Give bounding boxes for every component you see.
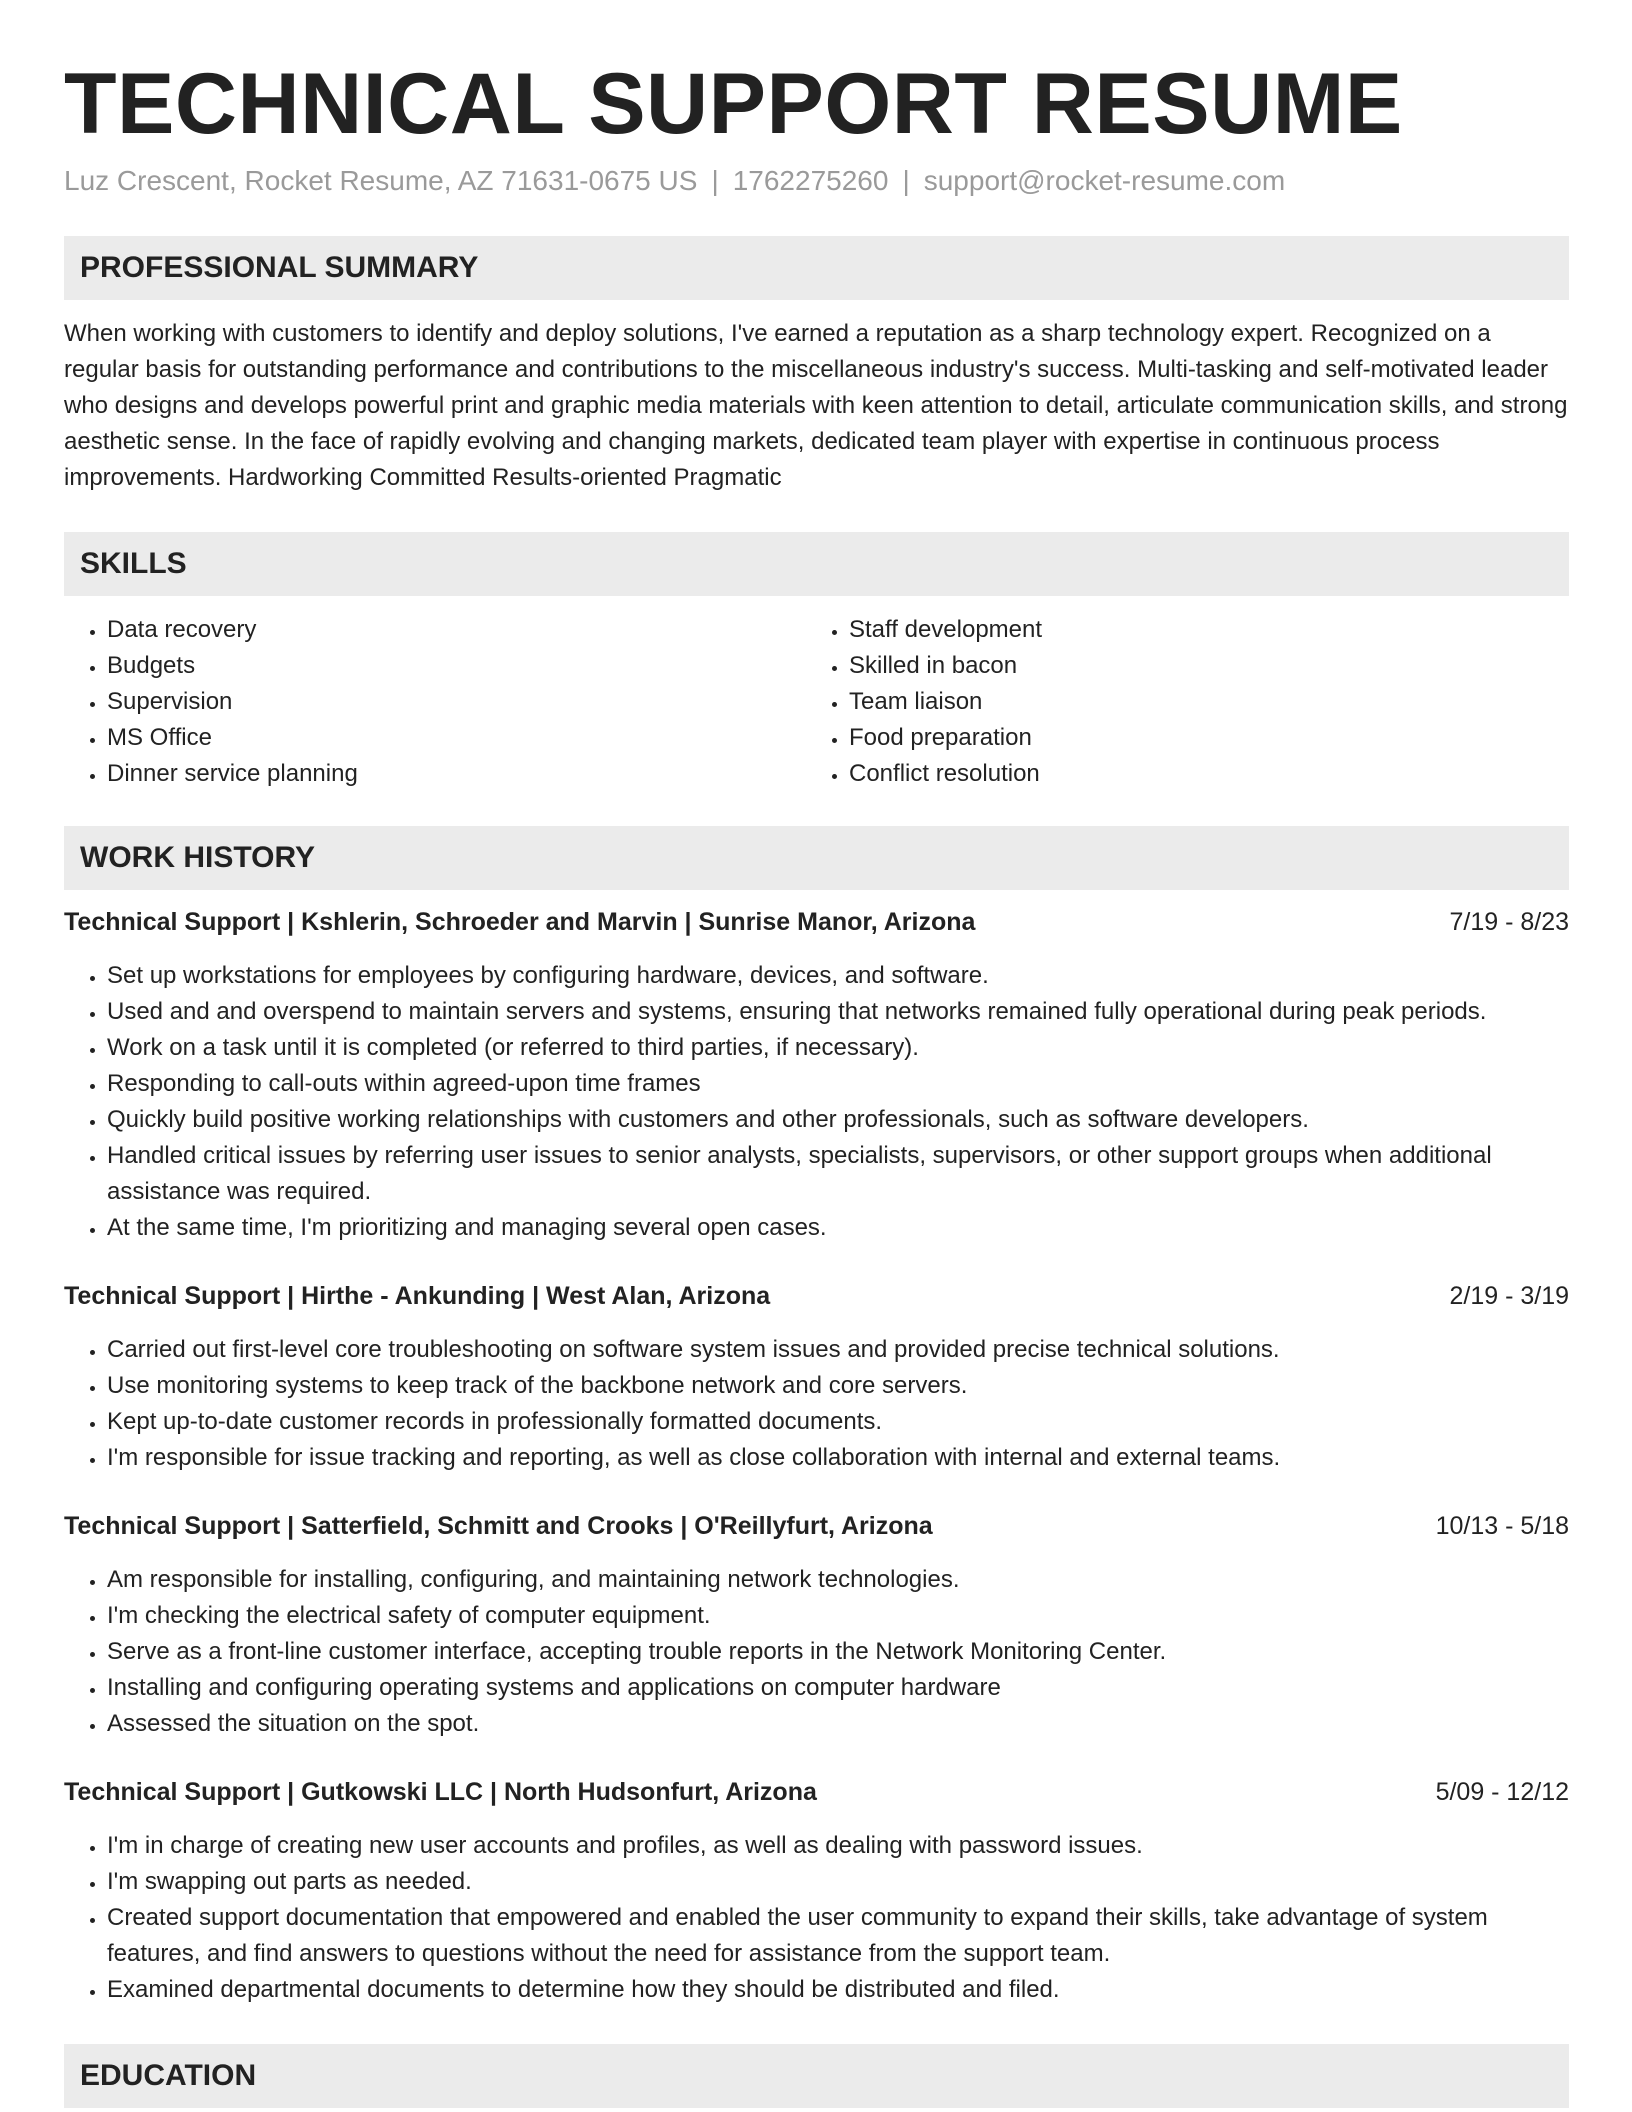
job-bullet: • Use monitoring systems to keep track of the backbone network and core servers.	[107, 1368, 1569, 1404]
job-header	[64, 1774, 1569, 1810]
job-bullet: • Set up workstations for employees by configuring hardware, devices, and software.	[107, 958, 1569, 994]
job-bullet: • Work on a task until it is completed (or referred to third parties, if necessary).	[107, 1030, 1569, 1066]
contact-separator: |	[711, 165, 719, 196]
job-bullet: • At the same time, I'm prioritizing and managing several open cases.	[107, 1210, 1569, 1246]
job-bullet: • Used and and overspend to maintain servers and systems, ensuring that networks remained fully operational during peak periods.	[107, 994, 1569, 1030]
skill-item: • Conflict resolution	[849, 756, 1548, 792]
skill-item: • Staff development	[849, 612, 1548, 648]
resume-title: TECHNICAL SUPPORT RESUME	[64, 56, 1403, 152]
skill-item: • Skilled in bacon	[849, 648, 1548, 684]
job-header	[64, 904, 1569, 940]
job-title: Technical Support | Hirthe - Ankunding | West Alan, Arizona	[64, 1282, 771, 1310]
job-entry	[64, 1508, 1569, 1742]
job-bullet: • Am responsible for installing, configuring, and maintaining network technologies.	[107, 1562, 1569, 1598]
job-header	[64, 1508, 1569, 1544]
skills-list	[64, 612, 1569, 792]
job-bullet: • I'm in charge of creating new user accounts and profiles, as well as dealing with password issues.	[107, 1828, 1569, 1864]
job-bullet: • Quickly build positive working relationships with customers and other professionals, such as software developers.	[107, 1102, 1569, 1138]
job-bullets	[64, 1828, 1569, 2008]
job-bullets	[64, 958, 1569, 1246]
job-bullet: • Installing and configuring operating systems and applications on computer hardware	[107, 1670, 1569, 1706]
job-bullets	[64, 1562, 1569, 1742]
job-title: Technical Support | Kshlerin, Schroeder and Marvin | Sunrise Manor, Arizona	[64, 908, 976, 936]
skill-item: • Food preparation	[849, 720, 1548, 756]
contact-phone: 1762275260	[732, 165, 889, 196]
job-bullet: • Handled critical issues by referring user issues to senior analysts, specialists, supervisors, or other support groups when additional assistance was required.	[107, 1138, 1569, 1210]
job-bullet: • I'm responsible for issue tracking and reporting, as well as close collaboration with internal and external teams.	[107, 1440, 1569, 1476]
job-entry	[64, 1774, 1569, 2008]
skill-item: • Team liaison	[849, 684, 1548, 720]
skills-column-right	[806, 612, 1548, 792]
summary-heading: PROFESSIONAL SUMMARY	[64, 236, 1569, 300]
contact-email[interactable]: support@rocket-resume.com	[923, 165, 1286, 196]
job-title: Technical Support | Satterfield, Schmitt and Crooks | O'Reillyfurt, Arizona	[64, 1512, 933, 1540]
skill-item: • Supervision	[107, 684, 806, 720]
job-entry	[64, 1278, 1569, 1476]
job-bullet: • I'm swapping out parts as needed.	[107, 1864, 1569, 1900]
job-dates: 5/09 - 12/12	[1435, 1778, 1569, 1806]
job-dates: 7/19 - 8/23	[1449, 908, 1569, 936]
contact-line	[64, 164, 1569, 198]
skill-item: • Dinner service planning	[107, 756, 806, 792]
job-bullets	[64, 1332, 1569, 1476]
skill-item: • Data recovery	[107, 612, 806, 648]
job-bullet: • Examined departmental documents to determine how they should be distributed and filed.	[107, 1972, 1569, 2008]
job-bullet: • Serve as a front-line customer interface, accepting trouble reports in the Network Monitoring Center.	[107, 1634, 1569, 1670]
contact-separator: |	[902, 165, 910, 196]
job-dates: 10/13 - 5/18	[1435, 1512, 1569, 1540]
skills-heading: SKILLS	[64, 532, 1569, 596]
skill-item: • Budgets	[107, 648, 806, 684]
contact-address: Luz Crescent, Rocket Resume, AZ 71631-0675 US	[64, 165, 698, 196]
job-bullet: • Assessed the situation on the spot.	[107, 1706, 1569, 1742]
skill-item: • MS Office	[107, 720, 806, 756]
job-dates: 2/19 - 3/19	[1449, 1282, 1569, 1310]
job-bullet: • Responding to call-outs within agreed-upon time frames	[107, 1066, 1569, 1102]
job-bullet: • Created support documentation that empowered and enabled the user community to expand their skills, take advantage of system features, and find answers to questions without the need for assistance from the support team.	[107, 1900, 1569, 1972]
job-header	[64, 1278, 1569, 1314]
resume-page	[64, 0, 1569, 2108]
job-bullet: • Kept up-to-date customer records in professionally formatted documents.	[107, 1404, 1569, 1440]
job-bullet: • I'm checking the electrical safety of computer equipment.	[107, 1598, 1569, 1634]
summary-text: When working with customers to identify and deploy solutions, I've earned a reputation as a sharp technology expert. Recognized on a regular basis for outstanding performance and contributions to the miscellaneous industry's success. Multi-tasking and self-motivated leader who designs and develops powerful print and graphic media materials with keen attention to detail, articulate communication skills, and strong aesthetic sense. In the face of rapidly evolving and changing markets, dedicated team player with expertise in continuous process improvements. Hardworking Committed Results-oriented Pragmatic	[64, 320, 1568, 491]
work-history-heading: WORK HISTORY	[64, 826, 1569, 890]
job-bullet: • Carried out first-level core troubleshooting on software system issues and provided precise technical solutions.	[107, 1332, 1569, 1368]
job-title: Technical Support | Gutkowski LLC | North Hudsonfurt, Arizona	[64, 1778, 817, 1806]
job-entry	[64, 904, 1569, 1246]
skills-column-left	[64, 612, 806, 792]
education-heading: EDUCATION	[64, 2044, 1569, 2108]
